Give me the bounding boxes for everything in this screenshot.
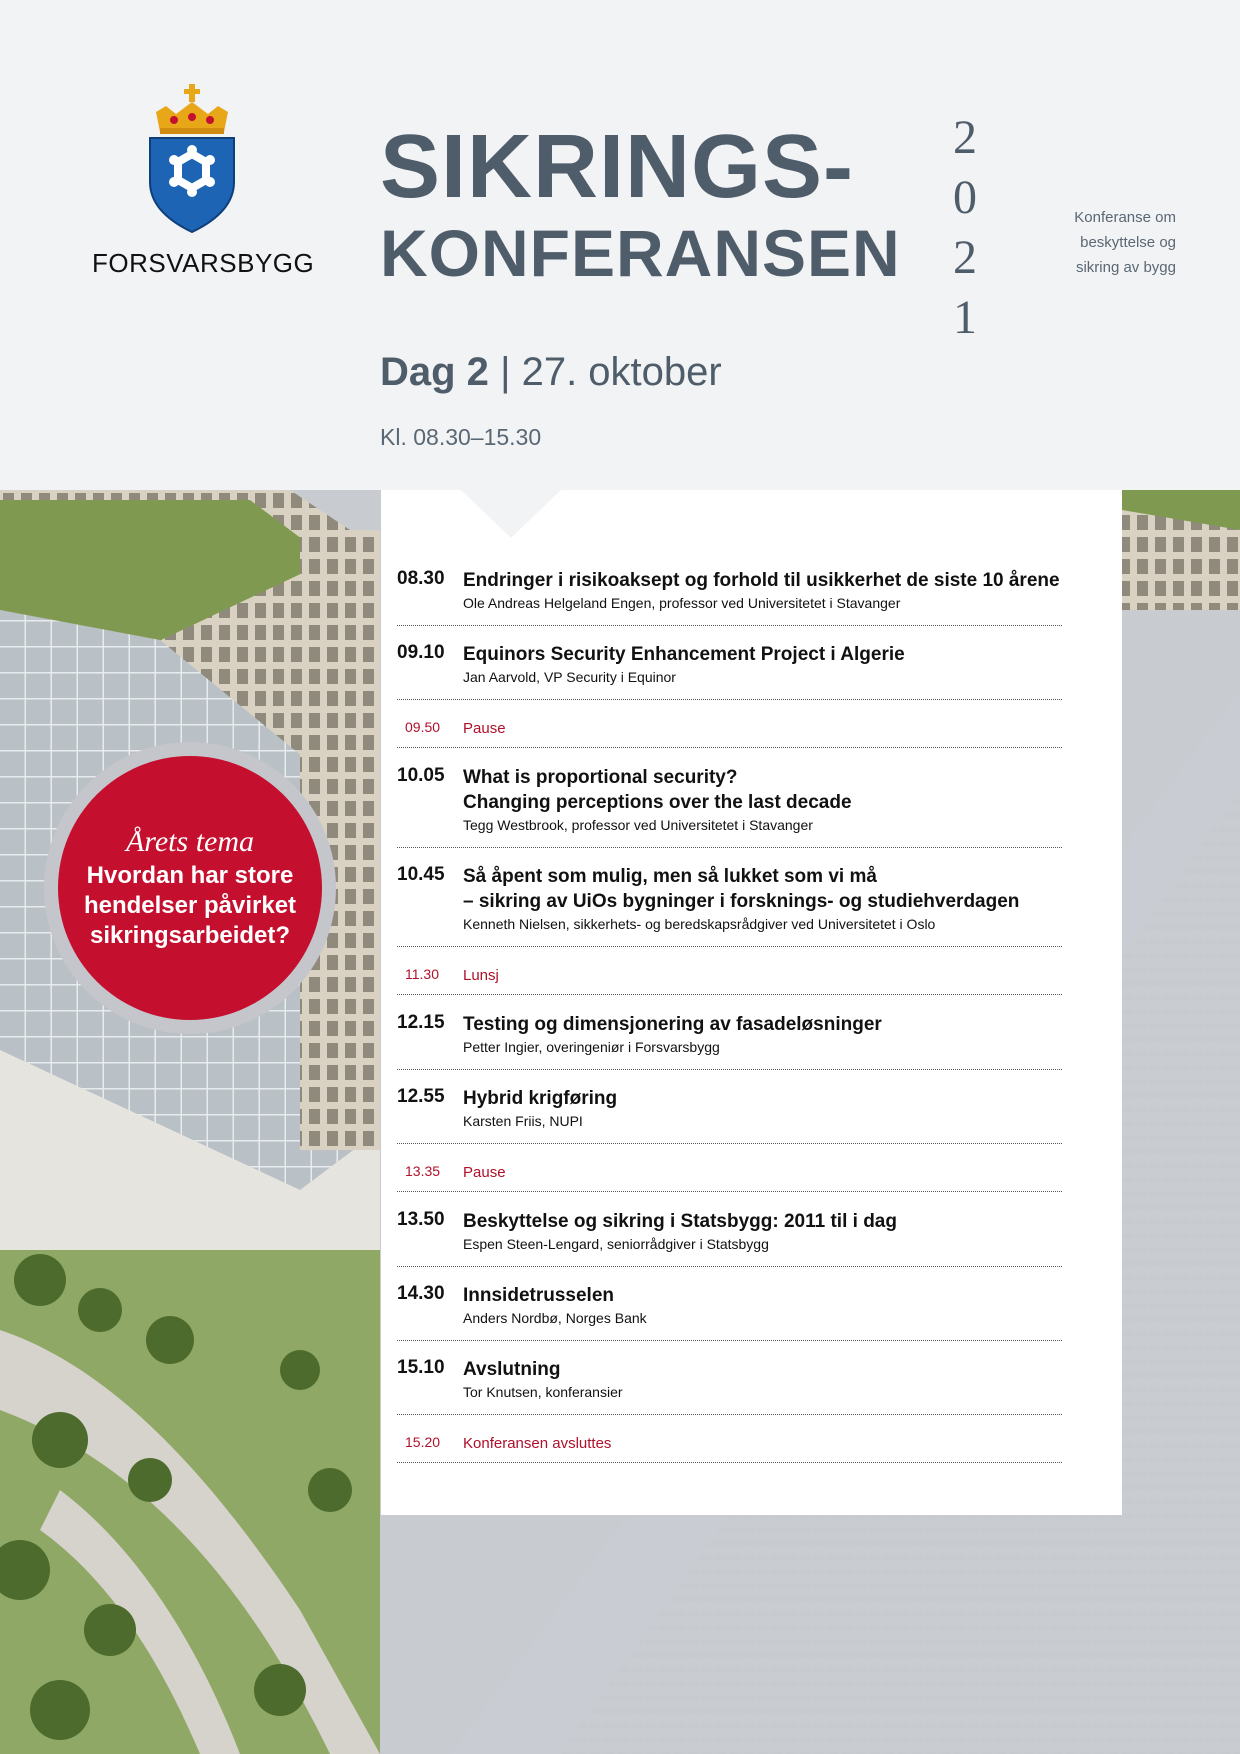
day-separator: | [500, 350, 511, 394]
agenda-speaker: Karsten Friis, NUPI [463, 1113, 583, 1129]
agenda-time: 08.30 [397, 568, 445, 589]
agenda-title: Endringer i risikoaksept og forhold til usikkerhet de siste 10 årene [463, 570, 1060, 591]
agenda-speaker: Espen Steen-Lengard, seniorrådgiver i Statsbygg [463, 1236, 769, 1252]
panel-notch [461, 490, 561, 538]
agenda-speaker: Anders Nordbø, Norges Bank [463, 1310, 647, 1326]
coat-of-arms-shield-icon [144, 84, 240, 234]
agenda-speaker: Petter Ingier, overingeniør i Forsvarsbygg [463, 1039, 720, 1055]
day-date: 27. oktober [521, 350, 722, 394]
break-label: Pause [463, 720, 506, 737]
conference-title-line2: KONFERANSEN [380, 216, 901, 290]
agenda-time: 14.30 [397, 1283, 445, 1304]
agenda-list [397, 568, 1062, 1480]
agenda-title: Hybrid krigføring [463, 1088, 618, 1109]
tagline-line: sikring av bygg [1075, 259, 1176, 276]
agenda-item [397, 864, 1062, 947]
theme-text: Hvordan har store hendelser påvirket sikringsarbeidet? [83, 862, 297, 949]
agenda-speaker: Ole Andreas Helgeland Engen, professor ved Universitetet i Stavanger [463, 595, 901, 611]
break-label: Konferansen avsluttes [463, 1435, 612, 1452]
agenda-break [397, 1160, 1062, 1192]
year-digit: 1 [953, 291, 977, 344]
break-time: 09.50 [405, 719, 441, 735]
break-time: 11.30 [405, 966, 439, 982]
agenda-time: 10.05 [397, 765, 445, 786]
break-time: 13.35 [405, 1163, 441, 1179]
agenda-time: 12.15 [397, 1012, 445, 1033]
agenda-speaker: Tegg Westbrook, professor ved Universitetet i Stavanger [463, 817, 813, 833]
year-digit: 0 [953, 171, 977, 224]
agenda-break [397, 963, 1062, 995]
agenda-title: What is proportional security? [463, 767, 738, 788]
agenda-title-line2: Changing perceptions over the last decade [463, 792, 852, 813]
logo-wordmark: FORSVARSBYGG [92, 248, 315, 278]
agenda-speaker: Kenneth Nielsen, sikkerhets- og beredskapsrådgiver ved Universitetet i Oslo [463, 916, 936, 932]
agenda-speaker: Jan Aarvold, VP Security i Equinor [463, 669, 676, 685]
forsvarsbygg-logo [92, 84, 315, 279]
agenda-time: 15.10 [397, 1357, 445, 1378]
agenda-item [397, 568, 1062, 626]
time-range: Kl. 08.30–15.30 [380, 424, 542, 450]
break-time: 15.20 [405, 1434, 441, 1450]
agenda-time: 10.45 [397, 864, 445, 885]
agenda-item [397, 1357, 1062, 1415]
agenda-break [397, 1431, 1062, 1463]
break-label: Pause [463, 1164, 506, 1181]
tagline-line: Konferanse om [1074, 209, 1176, 226]
agenda-item [397, 642, 1062, 700]
agenda-time: 13.50 [397, 1209, 445, 1230]
agenda-item [397, 1086, 1062, 1144]
header [0, 0, 1240, 490]
year-vertical [950, 108, 980, 348]
agenda-time: 09.10 [397, 642, 445, 663]
conference-title-line1: SIKRINGS- [380, 117, 855, 217]
theme-label: Årets tema [125, 825, 255, 858]
theme-badge [44, 742, 336, 1034]
program-panel [381, 490, 1122, 1515]
agenda-title-line2: – sikring av UiOs bygninger i forsknings- og studiehverdagen [463, 891, 1020, 912]
agenda-item [397, 1283, 1062, 1341]
theme-badge-inner [58, 756, 322, 1020]
tagline-line: beskyttelse og [1080, 234, 1176, 251]
break-label: Lunsj [463, 967, 499, 984]
agenda-item [397, 1209, 1062, 1267]
agenda-item [397, 1012, 1062, 1070]
agenda-title: Beskyttelse og sikring i Statsbygg: 2011 til i dag [463, 1211, 897, 1232]
tagline [1036, 205, 1176, 280]
day-label: Dag 2 [380, 350, 489, 394]
agenda-title: Equinors Security Enhancement Project i Algerie [463, 644, 905, 665]
agenda-speaker: Tor Knutsen, konferansier [463, 1384, 623, 1400]
agenda-title: Så åpent som mulig, men så lukket som vi må [463, 866, 877, 887]
agenda-item [397, 765, 1062, 848]
agenda-title: Innsidetrusselen [463, 1285, 614, 1306]
day-date-line [380, 350, 722, 395]
agenda-time: 12.55 [397, 1086, 445, 1107]
agenda-title: Testing og dimensjonering av fasadeløsninger [463, 1014, 882, 1035]
agenda-break [397, 716, 1062, 748]
year-digit: 2 [953, 231, 977, 284]
year-digit: 2 [953, 111, 977, 164]
agenda-title: Avslutning [463, 1359, 561, 1380]
